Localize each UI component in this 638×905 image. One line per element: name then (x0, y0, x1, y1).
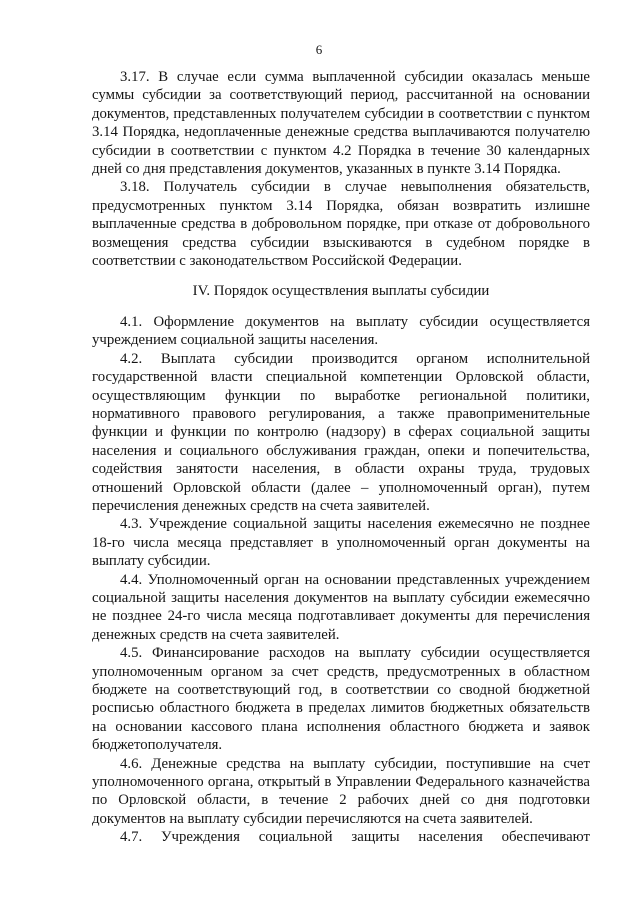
paragraph-4-2: 4.2. Выплата субсидии производится органом исполнительной государственной власти специальной компетенции Орловской области, осуществляющим функции по выработке региональной политики, нормативного правового регулирования, а также правоприменительные функции и функции по контролю (надзору) в сферах социальной защиты населения и социального обслуживания граждан, опеки и попечительства, содействия занятости населения, в области охраны труда, трудовых отношений Орловской области (далее – уполномоченный орган), путем перечисления денежных средств на счета заявителей. (92, 350, 590, 514)
section-heading: IV. Порядок осуществления выплаты субсидии (192, 283, 490, 300)
paragraph-4-7: 4.7. Учреждения социальной защиты населения обеспечивают (120, 829, 590, 846)
paragraph-3-18: 3.18. Получатель субсидии в случае невыполнения обязательств, предусмотренных пунктом 3.14 Порядка, обязан возвратить излишне выплаченные средства в добровольном порядке, при отказе от добровольного возмещения средства субсидии взыскиваются в судебном порядке в соответствии с законодательством Российской Федерации. (92, 179, 590, 270)
page-number: 6 (315, 42, 323, 57)
paragraph-4-1: 4.1. Оформление документов на выплату субсидии осуществляется учреждением социальной защиты населения. (92, 313, 590, 349)
paragraph-3-17: 3.17. В случае если сумма выплаченной субсидии оказалась меньше суммы субсидии за соответствующий период, рассчитанной на основании документов, представленных получателем субсидии в соответствии с пунктом 3.14 Порядка, недоплаченные денежные средства выплачиваются получателю субсидии в соответствии с пунктом 4.2 Порядка в течение 30 календарных дней со дня представления документов, указанных в пункте 3.14 Порядка. (92, 69, 590, 178)
paragraph-4-4: 4.4. Уполномоченный орган на основании представленных учреждением социальной защиты населения документов на выплату субсидии ежемесячно не позднее 24-го числа месяца подготавливает документы для перечисления денежных средств на счета заявителей. (92, 571, 590, 643)
paragraph-4-3: 4.3. Учреждение социальной защиты населения ежемесячно не позднее 18-го числа месяца представляет в уполномоченный орган документы на выплату субсидии. (92, 516, 590, 570)
paragraph-4-5: 4.5. Финансирование расходов на выплату субсидии осуществляется уполномоченным органом за счет средств, предусмотренных в областном бюджете на соответствующий год, в соответствии со сводной бюджетной росписью областного бюджета в пределах лимитов бюджетных обязательств на основании кассового плана исполнения областного бюджета и заявок бюджетополучателя. (92, 645, 590, 754)
paragraph-4-6: 4.6. Денежные средства на выплату субсидии, поступившие на счет уполномоченного органа, открытый в Управлении Федерального казначейства по Орловской области, в течение 2 рабочих дней со дня подготовки документов на выплату субсидии перечисляются на счета заявителей. (92, 755, 590, 827)
document-body (92, 68, 590, 847)
